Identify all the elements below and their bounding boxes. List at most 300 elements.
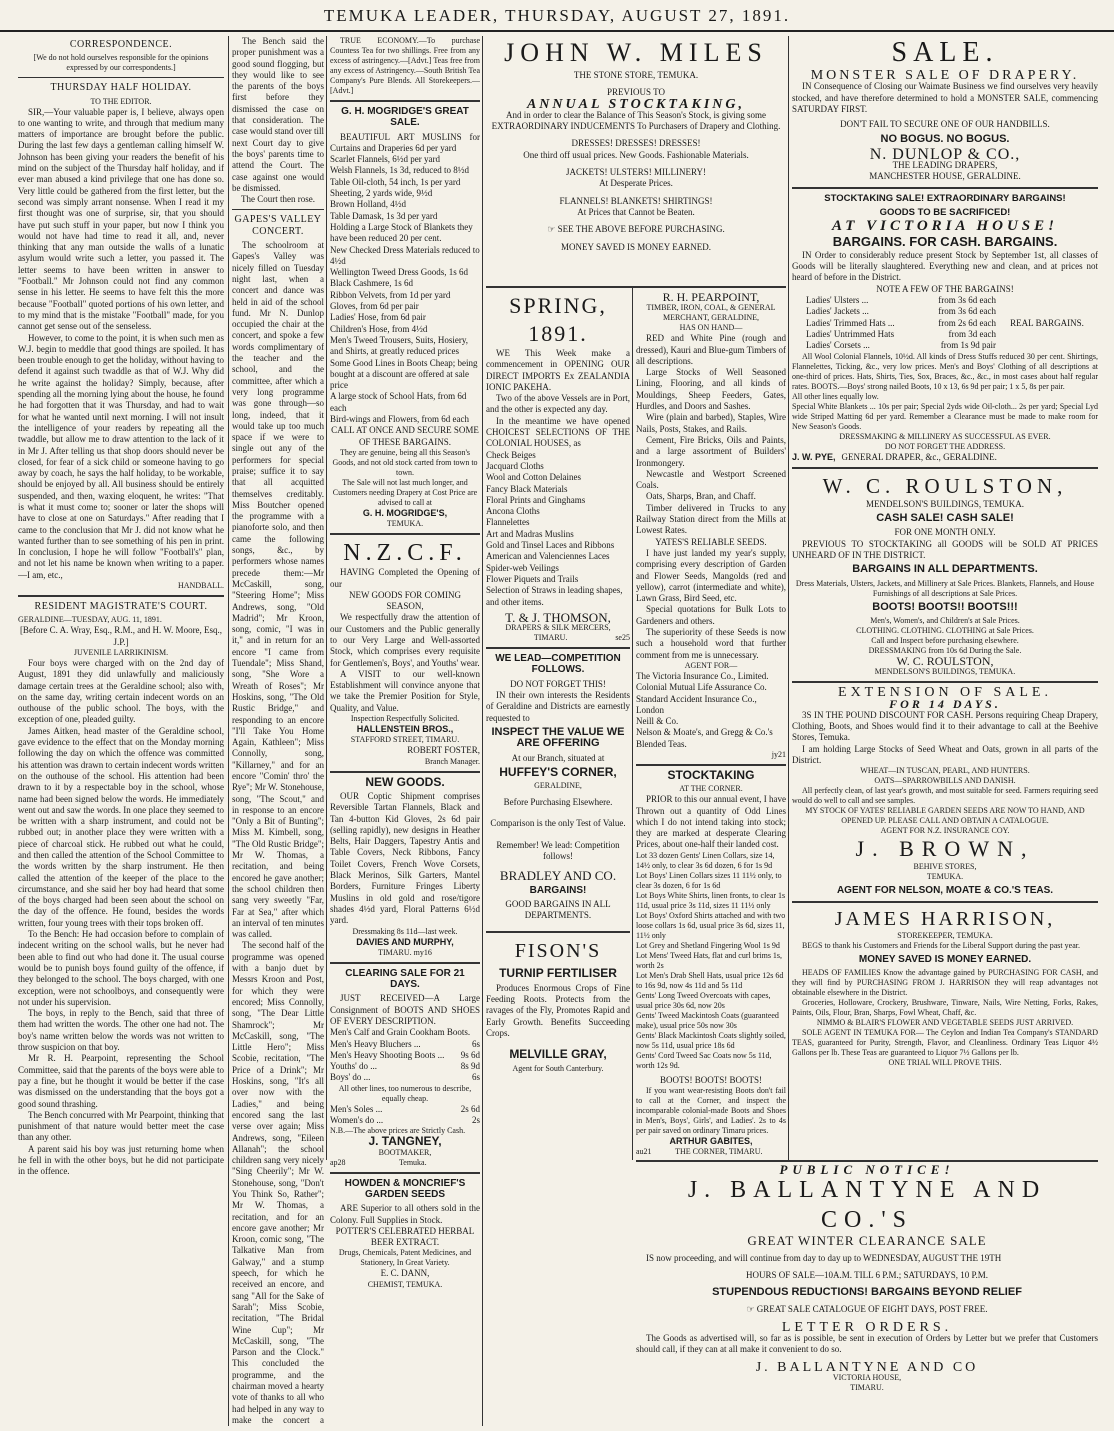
miles-dresses: DRESSES! DRESSES! DRESSES! — [571, 138, 701, 149]
roulston-month: FOR ONE MONTH ONLY. — [894, 527, 996, 538]
column-rule — [482, 36, 483, 1426]
harrison-p6: ONE TRIAL WILL PROVE THIS. — [888, 1057, 1002, 1067]
ballantyne-advert — [636, 1164, 1098, 1424]
miles-see-text: SEE THE ABOVE BEFORE PURCHASING. — [557, 224, 725, 235]
extension-sub: FOR 14 DAYS. — [889, 696, 1001, 711]
yates-heading: YATES'S RELIABLE SEEDS. — [655, 536, 767, 547]
harrison-p4: NIMMO & BLAIR'S FLOWER AND VEGETABLE SEEDS JUST ARRIVED. — [816, 1017, 1074, 1027]
ballantyne-name2: J. BALLANTYNE AND CO — [755, 1359, 979, 1375]
price-row — [330, 1050, 480, 1061]
roulston-p1: PREVIOUS TO STOCKTAKING all GOODS will be SOLD AT PRICES UNHEARD OF IN THE DISTRICT. — [792, 538, 1098, 561]
clearing-sale-list — [330, 1027, 480, 1083]
miles-sub: THE STONE STORE, TEMUKA. — [573, 70, 699, 80]
vh-real: REAL BARGAINS. — [1010, 317, 1084, 328]
vh-list-wrap — [792, 295, 1098, 351]
sole-label: Women's do ... — [330, 1115, 384, 1126]
roulston-cash: CASH SALE! CASH SALE! — [876, 512, 1014, 525]
price-label: Ladies' Untrimmed Hats — [806, 328, 895, 339]
list-item: Lot Mens' Tweed Hats, flat and curl brims 1s, worth 2s — [636, 950, 783, 970]
harrison-p1: BEGS to thank his Customers and Friends for the Liberal Support during the past year. — [802, 940, 1080, 950]
list-item: Gloves, from 6d per pair — [330, 301, 419, 312]
column-advertisements-2 — [486, 292, 630, 1160]
list-item: Wellington Tweed Dress Goods, 1s 6d — [330, 267, 468, 278]
roulston-clothing: CLOTHING. CLOTHING. CLOTHING at Sale Prices. — [856, 625, 1034, 635]
divider — [486, 286, 786, 288]
gabites-code: au21 — [636, 1147, 652, 1157]
pointing-hand-icon: ☞ — [547, 224, 558, 235]
price-row — [330, 1061, 480, 1072]
miles-p1: And in order to clear the Balance of This Season's Stock, is giving some EXTRAORDINARY INDUCEMENTS To Purchasers of Drapery and Clothing. — [491, 109, 781, 132]
stocktaking-boots: BOOTS! BOOTS! BOOTS! — [659, 1074, 762, 1085]
stocktaking-sub: AT THE CORNER. — [679, 784, 743, 794]
roulston-name: W. C. ROULSTON, — [822, 473, 1068, 498]
huffey-test: Comparison is the only Test of Value. — [490, 818, 626, 829]
price-row — [806, 295, 996, 306]
list-item: Men's Tweed Trousers, Suits, Hosiery, and Shirts, at greatly reduced prices — [330, 334, 468, 357]
list-item: Ancona Cloths — [486, 506, 540, 517]
roulston-sub: MENDELSON'S BUILDINGS, TEMUKA. — [866, 498, 1024, 509]
sale-title: SALE. — [891, 37, 999, 68]
dunlop-name: N. DUNLOP & CO., — [869, 145, 1021, 163]
price-label: Boys' do ... — [330, 1072, 371, 1083]
miles-see — [486, 224, 786, 235]
new-goods-p1: OUR Coptic Shipment comprises Reversible Tartan Flannels, Black and Tan 4-button Kid Gloves, 2s 6d pair (selling rapidly), new designs in Heather Belts, Hair Daggers, Tapestry Antis and Table Covers, Neck Ribbons, Fancy Toilet Covers, French Wove Corsets, Black Merinos, Silk Garters, Mantel Borders, Furniture Fringes Liberty Muslins in old gold and rose/tigore shades 4½d yard, Floral Patterns 6½d yard. — [330, 790, 480, 926]
price-row — [330, 1039, 480, 1050]
sale-dont: DON'T FAIL TO SECURE ONE OF OUR HANDBILLS. — [840, 119, 1050, 130]
list-item: Welsh Flannels, 1s 3d, reduced to 8½d — [330, 165, 470, 176]
gabites-name: ARTHUR GABITES, — [669, 1136, 753, 1147]
pearpoint-name: R. H. PEARPOINT, — [662, 292, 760, 304]
nzcf-p2: NEW GOODS FOR COMING SEASON, — [348, 589, 462, 612]
paragraph: Wire (plain and barbed), Staples, Wire Nails, Posts, Stakes, and Rails. — [636, 412, 786, 434]
howden-title: HOWDEN & MONCRIEF'S GARDEN SEEDS — [344, 1177, 466, 1200]
list-item: Gents' Tweed Mackintosh Coats (guaranteed make), usual price 50s now 30s — [636, 1010, 779, 1030]
list-item: Flannelettes — [486, 517, 530, 528]
paragraph: James Aitken, head master of the Geraldine school, gave evidence to the effect that on the Monday morning following the day on which the offence was committed his attention was drawn to certain indecent words written on the outhouse of the school. His attention had been drawn to it by a respectable boy in the school, whose name had been signed below the words. He immediately went out and saw the words. In one place they seemed to be written with a sharp instrument, and could not be rubbed out; in another place they were written with a piece of charcoal stick. He rubbed out what he could, and then called the attention of the School Committee to the words written by the sharp instrument. He then called the attention of the keeper of the place to the circumstance, and she said her boy had heard that some of the boys charged had been seen about the school on the day of the offence. He found, besides the words written, four young trees with their tops broken off. — [18, 725, 224, 928]
sole-row — [330, 1115, 480, 1126]
paragraph: Oats, Sharps, Bran, and Chaff. — [646, 491, 756, 502]
sole-label: Men's Soles ... — [330, 1103, 383, 1114]
court-before: [Before C. A. Wray, Esq., R.M., and H. W. Moore, Esq., J.P.] — [19, 625, 223, 647]
mogridge-title: G. H. MOGRIDGE'S GREAT SALE. — [341, 106, 469, 129]
sale-p1: IN Consequence of Closing our Waimate Business we find ourselves very heavily stocked, and have therefore determined to hold a MONSTER SALE, commencing SATURDAY FIRST. — [792, 81, 1098, 114]
column-rule — [326, 36, 327, 1160]
miles-advert — [486, 36, 786, 286]
roulston-name2: W. C. ROULSTON, — [896, 653, 994, 668]
roulston-p2: Dress Materials, Ulsters, Jackets, and Millinery at Sale Prices. Blankets, Flannels, and House Furnishings of all descriptions at Sale Prices. — [795, 578, 1095, 598]
price-row — [330, 1027, 480, 1038]
extension-p1: 3S IN THE POUND DISCOUNT FOR CASH. Persons requiring Cheap Drapery, Clothing, Boots, and Shoes would find it to their advantage to call at the Beehive Stores, Temuka. — [792, 709, 1098, 743]
paragraph: SIR,—Your valuable paper is, I believe, always open to one wanting to write, and through that medium many matters of importance are brought before the public. During the last few days a gentleman calling himself W. Johnson has been giving your readers the benefit of his mind on the subject of the Thursday half holiday, and if ever man abused a kind privilege that one has done so. Very little could be gathered from the first letter, but the second was simply arrant nonsense. When I read it my first thought was one of surprise, sir, that you should have put such stuff in your paper, but now I think you would not have had time to read it all, and, never thinking that any man outside the walls of a lunatic asylum would write such a letter, you passed it. The letter seems to have been written in answer to "Football." Mr Johnson could not find any common sense in his letter. He seems to have felt this the more because "Football" quoted portions of his own letter, and to my mind that is the mistake "Football" made, for you cannot get sense out of the senseless. — [18, 106, 224, 332]
list-item: Floral Prints and Ginghams — [486, 494, 586, 505]
price-row — [330, 1072, 480, 1083]
sole-price: 2s 6d — [460, 1103, 480, 1114]
bradley-name: BRADLEY AND CO. — [499, 868, 617, 884]
gabites-place: THE CORNER, TIMARU. — [675, 1147, 763, 1157]
list-item: Check Beiges — [486, 449, 536, 460]
spring-title: SPRING, 1891. — [509, 293, 607, 346]
price-row — [806, 329, 996, 340]
list-item: Lot Boys' Oxford Shirts attached and with two loose collars 1s 6d, usual price 3s 6d, sizes 11, 11½ only — [636, 910, 786, 940]
price-row — [806, 306, 996, 317]
extension-p3: WHEAT—IN TUSCAN, PEARL, AND HUNTERS. — [860, 766, 1030, 776]
mogridge-genuine: They are genuine, being all this Season's Goods, and not old stock carted from town to town. — [332, 447, 478, 477]
list-item: Nelson & Moate's, and Gregg & Co.'s Blended Teas. — [636, 727, 773, 749]
list-item: American and Valenciennes Laces — [486, 551, 610, 562]
masthead — [0, 0, 1114, 32]
price-label: Men's Heavy Shooting Boots ... — [330, 1049, 445, 1060]
list-item: Gents' Black Mackintosh Coats slightly soiled, now 5s 11d, usual price 18s 6d — [636, 1030, 786, 1050]
price-label: Youths' do ... — [330, 1061, 377, 1072]
masthead-title: TEMUKA LEADER, THURSDAY, AUGUST 27, 1891. — [323, 6, 791, 25]
huffey-before: Before Purchasing Elsewhere. — [503, 797, 613, 808]
column-news-text — [232, 36, 324, 1426]
list-item: Ladies' Hose, from 6d pair — [330, 312, 426, 323]
mogridge-call: CALL AT ONCE AND SECURE SOME OF THESE BARGAINS. — [331, 425, 479, 447]
tangney-role: BOOTMAKER, — [378, 1147, 432, 1157]
court-subheading: JUVENILE LARRIKINISM. — [73, 647, 169, 657]
agent-for: AGENT FOR— — [684, 660, 738, 670]
ballantyne-letter: LETTER ORDERS. — [781, 1319, 953, 1335]
list-item: Scarlet Flannels, 6½d per yard — [330, 154, 440, 165]
list-item: Standard Accident Insurance Co., London — [636, 693, 757, 715]
huffey-p1: IN their own interests the Residents of Geraldine and Districts are earnestly requested to — [486, 690, 630, 723]
court-date: GERALDINE—TUESDAY, AUG. 11, 1891. — [18, 615, 162, 625]
price-value: 6s — [471, 1038, 480, 1049]
mogridge-place: TEMUKA. — [386, 519, 424, 529]
ballantyne-catalogue-text: GREAT SALE CATALOGUE OF EIGHT DAYS, POST FREE. — [756, 1304, 988, 1315]
price-row — [806, 340, 996, 351]
list-item: The Victoria Insurance Co., Limited. — [636, 670, 769, 681]
pointing-hand-icon: ☞ — [746, 1304, 757, 1315]
paragraph: The second half of the programme was opened with a banjo duet by Messrs Kroon and Post, for which they were encored; Miss Connolly, song, "The Dear Little Shamrock"; Mr McCaskill, song, "The Little Hero"; Miss Scobie, recitation, "The Price of a Drink"; Mr Hoskins, song, "It's all over now with the Ladies," and being encored sang the last verse over again; Miss Andrews, song, "Eileen Allanah"; the school children sang very nicely "Sing Cheerily"; Mr W. Stonehouse, song, "Don't You Think So, Rather"; Mr W. Thomas, a recitation, and for an encore gave another; Mr Kroon, comic song, "The Talkative Man from Galway," and a stump speech, for which he received an encore, and sang "All for the Sake of Sarah"; Miss Scobie, recitation, "The Bridal Wine Cup"; Mr McCaskill, song, "The Parson and the Clock." This concluded the programme, and the chairman moved a hearty vote of thanks to all who had helped in any way to make the concert a — [232, 940, 324, 1425]
harrison-p3: Groceries, Holloware, Crockery, Brushware, Tinware, Nails, Wire Netting, Forks, Rakes, Paints, Oils, Flour, Bran, Sharps, Fowl Wheat, Chaff, &c. — [792, 997, 1098, 1017]
brown-name: J. BROWN, — [855, 836, 1035, 862]
paragraph: I have just landed my year's supply, comprising every description of Garden and Flower Seeds, Mangolds (red and yellow), carrot (intermediate and white), Lawn Grass, Bird Seed, etc. — [636, 547, 786, 604]
clearing-sale-title: CLEARING SALE FOR 21 DAYS. — [345, 967, 465, 991]
harrison-name: JAMES HARRISON, — [834, 907, 1056, 930]
list-item: Gents' Long Tweed Overcoats with capes, usual price 30s 6d, now 20s — [636, 990, 771, 1010]
tangney-place: Temuka. — [398, 1157, 427, 1167]
tea-ad: TRUE ECONOMY.—To purchase Countess Tea for two shillings. Free from any excess of astringency.—[Advt.] Teas free from any excess of Astringency.—South British Tea Company's Pure Blends. All Storekeepers.—[Advt.] — [330, 36, 480, 95]
list-item: Neill & Co. — [636, 716, 679, 727]
new-goods-code: my16 — [413, 947, 432, 957]
pye-role: GENERAL DRAPER, &c., GERALDINE. — [841, 451, 997, 462]
list-item: Holding a Large Stock of Blankets they have been reduced 20 per cent. — [330, 221, 473, 244]
spring-p1: WE This Week make a commencement in OPENING OUR DIRECT IMPORTS Ex ZEALANDIA IONIC PAKEHA. — [486, 348, 630, 392]
stocktaking-p2: If you want wear-resisting Boots don't fail to call at the Corner, and inspect the incomparable colonial-made Boots and Shoes in Men's, Boys', Girls', and Ladies'. 2s to 4s per pair saved on ordinary Timaru prices. — [636, 1086, 786, 1136]
list-item: Children's Hose, from 4½d — [330, 323, 428, 334]
miles-name: JOHN W. MILES — [504, 38, 768, 67]
huffey-remember: Remember! We lead: Competition follows! — [496, 839, 620, 861]
vh-p5: DRESSMAKING & MILLINERY AS SUCCESSFUL AS EVER. — [839, 431, 1051, 441]
roulston-p3: Men's, Women's, and Children's at Sale Prices. — [870, 615, 1020, 625]
list-item: Selection of Straws in leading shapes, and other items. — [486, 585, 623, 607]
brown-agent: AGENT FOR NELSON, MOATE & CO.'S TEAS. — [836, 885, 1054, 897]
vh-list — [792, 295, 996, 351]
mogridge-sale: The Sale will not last much longer, and Customers needing Drapery at Cost Price are advised to call at — [332, 477, 478, 507]
letter-signature: HANDBALL. — [178, 581, 224, 591]
letter-title: THURSDAY HALF HOLIDAY. — [50, 82, 192, 94]
spring-p2: Two of the above Vessels are in Port, and the other is expected any day. — [486, 393, 630, 415]
melville-name: MELVILLE GRAY, — [509, 1047, 607, 1062]
column-rule — [788, 36, 789, 1160]
paragraph: Cement, Fire Bricks, Oils and Paints, and a large assortment of Builders' Ironmongery. — [636, 434, 786, 468]
spring-list — [486, 450, 630, 608]
extension-p2: I am holding Large Stocks of Seed Wheat and Oats, grown in all parts of the District. — [792, 743, 1098, 765]
dann-name: E. C. DANN, — [380, 1268, 430, 1279]
vh-bargains: BARGAINS. FOR CASH. BARGAINS. — [832, 233, 1058, 249]
list-item: Lot Men's Drab Shell Hats, usual price 12s 6d to 16s 9d, now 4s 11d and 5s 11d — [636, 970, 784, 990]
court-rose: The Court then rose. — [241, 194, 315, 205]
spring-p3: In the meantime we have opened CHOICEST SELECTIONS OF THE COLONIAL HOUSES, as — [486, 415, 630, 449]
brown-sub: BEHIVE STORES, — [913, 862, 977, 872]
thomson-role: DRAPERS & SILK MERCERS, — [505, 623, 611, 633]
roulston-boots: BOOTS! BOOTS!! BOOTS!!! — [872, 600, 1018, 613]
divider — [636, 1160, 1098, 1162]
huffey-title: WE LEAD—COMPETITION FOLLOWS. — [495, 653, 621, 676]
extension-p5: All perfectly clean, of last year's growth, and most suitable for seed. Farmers requiring seed would do well to call and see samples. — [792, 786, 1098, 806]
huffey-place: GERALDINE, — [534, 781, 582, 791]
ballantyne-p1: IS now proceeding, and will continue from day to day up to WEDNESDAY, AUGUST THE 19TH — [646, 1252, 1002, 1263]
list-item: Sheeting, 2 yards wide, 9½d — [330, 188, 433, 199]
nzcf-role: Branch Manager. — [424, 756, 480, 766]
new-goods-name: DAVIES AND MURPHY, — [356, 936, 454, 947]
price-label: Ladies' Corsets ... — [806, 340, 870, 351]
stocktaking-list — [636, 851, 786, 1071]
clearing-sale-p1: JUST RECEIVED—A Large Consignment of BOOTS AND SHOES OF EVERY DESCRIPTION. — [330, 993, 480, 1026]
harrison-p2: HEADS OF FAMILIES Know the advantage gained by PURCHASING FOR CASH, and they will find by PURCHASING FROM J. HARRISON they will reap advantages not obtainable elsewhere in the District. — [792, 967, 1098, 997]
price-value: from 2s 6d each — [938, 317, 996, 328]
list-item: Lot Boys' Linen Collars sizes 11 11½ only, to clear 3s dozen, 6 for 1s 6d — [636, 870, 782, 890]
thomson-name: T. & J. THOMSON, — [505, 609, 611, 625]
ballantyne-catalogue — [636, 1304, 1098, 1315]
section-heading: CORRESPONDENCE. — [69, 39, 173, 50]
brown-place: TEMUKA. — [926, 872, 964, 882]
list-item: Table Oil-cloth, 54 inch, 1s per yard — [330, 176, 461, 187]
miles-jackets: JACKETS! ULSTERS! MILLINERY! — [566, 167, 706, 178]
paragraph: The schoolroom at Gapes's Valley was nicely filled on Tuesday night last, when a concert and dance was held in aid of the school fund. Mr N. Dunlop occupied the chair at the concert, and spoke a few words complimentary of the teacher and the school, and the committee, after which a very long programme was gone through—so long, indeed, that it would take up too much space if we were to single out any of the performers for special praise; suffice it to say that all acquitted themselves creditably. Miss Boutcher opened the programme with a pianoforte solo, and then came the following songs, &c., by performers whose names precede them:—Mr McCaskill, song, "Steering Home"; Miss Andrews, song, "Old Madrid"; Mr Kroon, song, comic, "I was in it," and in return for an encore "I came from Tuendale"; Miss Shand, song, "She Wore a Wreath of Roses"; Mr Hoskins, song, "The Old Rustic Bridge," and responding to an encore "I'll Take You Home Again, Kathleen"; Miss Connolly, song, "Killarney," and for an encore "Comin' thro' the Rye"; Mr W. Stonehouse, song, "The Scout," and in response to an encore "Only a Bit of Bunting"; Miss M. Kimbell, song, "The Old Rustic Bridge"; Mr W. Thomas, a recitation, and being encored he gave another; the school children then sang very sweetly "Far, Far at Sea," after which an interval of ten minutes was called. — [232, 240, 324, 940]
nzcf-name: HALLENSTEIN BROS., — [356, 724, 454, 735]
howden-p3: Drugs, Chemicals, Patent Medicines, and Stationery, In Great Variety. — [338, 1248, 472, 1268]
fison-p1: Produces Enormous Crops of Fine Feeding Roots. Protects from the ravages of the Fly, Promotes Rapid and Early Growth. Benefits Succeeding Crops. — [486, 982, 630, 1038]
paragraph: A parent said his boy was just returning home when he fell in with the other boys, but he did not participate in the offence. — [18, 1143, 224, 1177]
tangney-place-row — [330, 1158, 480, 1168]
price-label: Ladies' Ulsters ... — [806, 295, 869, 306]
list-item: Ribbon Velvets, from 1d per yard — [330, 289, 451, 300]
fison-title: FISON'S — [514, 940, 602, 963]
vh-p4: Special White Blankets ... 10s per pair; Special 2yds wide Oil-cloth... 2s per yard; Special Lyd wide Striped Matting 6d per yard. Remember a Clearance must be made to make room for New Season's Goods. — [792, 401, 1098, 431]
thomson-place: TIMARU. — [533, 633, 568, 643]
mogridge-intro: BEAUTIFUL ART MUSLINS for Curtains and Draperies 6d per yard — [330, 131, 480, 153]
column-advertisements-3 — [636, 292, 786, 1160]
nzcf-manager: ROBERT FOSTER, — [407, 745, 480, 756]
list-item: Wool and Cotton Delaines — [486, 472, 582, 483]
fison-sub: TURNIP FERTILISER — [499, 966, 617, 981]
pye-name: J. W. PYE, — [792, 451, 836, 462]
gabites-place-row — [636, 1147, 786, 1157]
miles-dresses-sub: One third off usual prices. New Goods. Fashionable Materials. — [523, 149, 749, 160]
price-value: 8s 9d — [460, 1061, 480, 1072]
column-advertisements-1 — [330, 36, 480, 1426]
concert-title: GAPES'S VALLEY CONCERT. — [234, 214, 322, 237]
paragraph: Mr R. H. Pearpoint, representing the School Committee, said that the parents of the boys were able to pay a fine, but he thought it would be better if the case was dismissed on the understanding that the boys got a good sound thrashing. — [18, 1053, 224, 1109]
new-goods-title: NEW GOODS. — [365, 774, 445, 789]
column-rule — [632, 286, 633, 1160]
price-value: from 3s 6d each — [938, 295, 996, 306]
price-label: Men's Calf and Grain Cookham Boots. — [330, 1027, 471, 1038]
paragraph: Large Stocks of Well Seasoned Lining, Flooring, and all kinds of Mouldings, Sheep Feeders, Gates, Hurdles, and Doors and Sashes. — [636, 367, 786, 412]
paragraph: Timber delivered in Trucks to any Railway Station direct from the Mills at Lowest Rates. — [636, 502, 786, 536]
sole-row — [330, 1104, 480, 1115]
column-correspondence — [18, 36, 224, 1426]
miles-jackets-sub: At Desperate Prices. — [599, 178, 673, 189]
price-label: Ladies' Jackets ... — [806, 306, 869, 317]
huffey-branch: At our Branch, situated at — [511, 752, 605, 763]
mogridge-name: G. H. MOGRIDGE'S, — [362, 507, 448, 518]
nzcf-p5: Inspection Respectfully Solicited. — [350, 714, 460, 724]
roulston-p4: Call and Inspect before purchasing elsewhere. — [871, 635, 1019, 645]
howden-p1: ARE Superior to all others sold in the Colony. Full Supplies in Stock. — [330, 1203, 480, 1225]
sale-sub: MONSTER SALE OF DRAPERY. — [810, 68, 1080, 83]
ballantyne-house: VICTORIA HOUSE, — [832, 1372, 902, 1382]
vh-p3: All other lines equally low. — [792, 391, 879, 401]
vh-p1: IN Order to considerably reduce present Stock by September 1st, all classes of Goods will be literally slaughtered. Everything new and clean, and at prices not heard of before in the District. — [792, 249, 1098, 283]
sale-bogus: NO BOGUS. NO BOGUS. — [880, 133, 1010, 146]
extension-p4: OATS—SPARROWBILLS AND DANISH. — [874, 776, 1016, 786]
list-item: Table Damask, 1s 3d per yard — [330, 210, 438, 221]
roulston-sub2: MENDELSON'S BUILDINGS, TEMUKA. — [874, 667, 1016, 677]
disclaimer: [We do not hold ourselves responsible for the opinions expressed by our correspondents.] — [33, 53, 209, 73]
stocktaking-title: STOCKTAKING — [667, 767, 755, 782]
harrison-role: STOREKEEPER, TEMUKA. — [897, 930, 993, 940]
sole-price: 2s — [471, 1115, 480, 1126]
list-item: Lot 33 dozen Gents' Linen Collars, size 14, 14½ only, to clear 3s 6d dozen, 6 for 1s 9d — [636, 850, 775, 870]
ballantyne-stupendous: STUPENDOUS REDUCTIONS! BARGAINS BEYOND RELIEF — [712, 1286, 1022, 1299]
price-value: from 1s 9d pair — [940, 340, 996, 351]
harrison-p5: SOLE AGENT IN TEMUKA FOR— The Ceylon and Indian Tea Company's STANDARD TEAS, guaranteed for Purity, Strength, Flavor, and Cleanliness. Ordinary Teas Liquor 4½ Gallons per lb. These Teas are guaranteed to Liquor 7½ Gallons per lb. — [792, 1027, 1098, 1057]
bradley-good: GOOD BARGAINS IN ALL DEPARTMENTS. — [505, 898, 611, 921]
ballantyne-sale: GREAT WINTER CLEARANCE SALE — [747, 1233, 987, 1249]
pearpoint-has: HAS ON HAND— — [679, 323, 743, 333]
dunlop-role: THE LEADING DRAPERS, — [892, 160, 998, 171]
price-value: from 3d each — [948, 328, 996, 339]
mogridge-list — [330, 154, 480, 425]
melville-agent: Agent for South Canterbury. — [512, 1063, 604, 1073]
dunlop-place: MANCHESTER HOUSE, GERALDINE. — [869, 171, 1021, 182]
thomson-code: se25 — [615, 633, 630, 643]
price-value: 9s 6d — [460, 1049, 480, 1060]
vh-head: STOCKTAKING SALE! EXTRAORDINARY BARGAINS! — [824, 192, 1066, 204]
paragraph: RED and White Pine (rough and dressed), Kauri and Blue-gum Timbers of all descriptions. — [636, 333, 786, 366]
huffey-corner: HUFFEY'S CORNER, — [499, 764, 617, 779]
price-label: Men's Heavy Bluchers ... — [330, 1038, 421, 1049]
price-value: 6s — [471, 1072, 480, 1083]
extension-title: EXTENSION OF SALE. — [838, 685, 1052, 701]
nzcf-title: N.Z.C.F. — [343, 540, 467, 567]
miles-annual: ANNUAL STOCKTAKING, — [526, 96, 746, 112]
nzcf-p4: A VISIT to our well-known Establishment will convince anyone that we take the Premier Position for Style, Quality, and Value. — [330, 668, 480, 713]
tangney-name: J. TANGNEY, — [368, 1134, 442, 1149]
vh-note: NOTE A FEW OF THE BARGAINS! — [876, 283, 1014, 294]
list-item: Spider-web Veilings — [486, 562, 559, 573]
agencies-list — [636, 671, 786, 750]
paragraph: Newcastle and Westport Screened Coals. — [636, 468, 786, 491]
thomson-place-row — [486, 633, 630, 643]
bradley-bargains: BARGAINS! — [529, 884, 587, 896]
miles-flannels-sub: At Prices that Cannot be Beaten. — [577, 206, 695, 217]
clearing-sale-other: All other lines, too numerous to describe, equally cheap. — [338, 1083, 472, 1103]
list-item: Fancy Black Materials — [486, 483, 568, 494]
to-editor: TO THE EDITOR. — [90, 96, 152, 106]
huffey-inspect: INSPECT THE VALUE WE ARE OFFERING — [491, 725, 625, 750]
list-item: A large stock of School Hats, from 6d each — [330, 391, 467, 413]
paragraph: Four boys were charged with on the 2nd day of August, 1891 they did unlawfully and maliciously damage certain trees at the Geraldine school; also with, on the same day, writing certain indecent words on an outhouse of the public school. The boys, with the exception of one, pleaded guilty. — [18, 657, 224, 725]
list-item: Gents' Cord Tweed Sac Coats now 5s 11d, worth 12s 9d. — [636, 1050, 772, 1070]
ballantyne-name: J. BALLANTYNE AND CO.'S — [687, 1177, 1047, 1234]
paragraph: The superiority of these Seeds is now such a household word that further comment from me is unnecessary. — [636, 627, 786, 660]
paragraph: However, to come to the point, it is when such men as W.J. begin to meddle that good things are spoiled. It has been trouble enough to get the holiday, without having to defend it against such twaddle as that of W.J. Why did he write against the holiday? Simply, because, after spending all the morning lying about the house, he found he had forgotten that it was Thursday, and had to wait for what he wanted until next morning. I will not insult the intelligence of your readers by repeating all the twaddle, but allow me to draw attention to the lack of it in Mr J. After telling us that shop doors should never be closed, for fear of a sick child or someone having to go away by coach, he says the half holiday, to be workable, should be enjoyed by all. All business should be entirely suspended, and then, waxing eloquent, he writes: "That is what it must come to; sooner or later the shops will have to close at one on Saturdays." After reading that I came to the conclusion that Mr J. did not know what he wanted further than to see something of his pen in print. In conclusion, I hope he will follow "Football's" plan, and not let his name be known when writing to a paper.—I am, etc., — [18, 332, 224, 580]
paragraph: The Bench said the proper punishment was a good sound flogging, but they would like to see the parents of the boys first before they dismissed the case on that consideration. The case would stand over till next Court day to give the boys' parents time to attend the Court. The case against one would be dismissed. — [232, 36, 324, 193]
roulston-depts: BARGAINS IN ALL DEPARTMENTS. — [852, 563, 1038, 576]
price-row — [806, 318, 996, 329]
ballantyne-hours: HOURS OF SALE—10A.M. TILL 6 P.M.; SATURDAYS, 10 P.M. — [746, 1269, 988, 1280]
ballantyne-place: TIMARU. — [850, 1382, 884, 1392]
pearpoint-code: jy21 — [771, 749, 786, 759]
roulston-p5: DRESSMAKING from 10s 6d During the Sale. — [868, 645, 1022, 655]
column-rule — [228, 36, 229, 1426]
list-item: Black Cashmere, 1s 6d — [330, 278, 413, 289]
ballantyne-p2: The Goods as advertised will, so far as is possible, be sent in execution of Orders by Letter but we prefer that Customers should call, if they can at all make it convenient to do so. — [636, 1333, 1098, 1355]
miles-flannels: FLANNELS! BLANKETS! SHIRTINGS! — [559, 195, 713, 206]
list-item: Lot Boys White Shirts, linen fronts, to clear 1s 11d, usual price 3s 11d, sizes 11 11½ only — [636, 890, 786, 910]
price-value: from 3s 6d each — [938, 306, 996, 317]
stocktaking-p1: PRIOR to this our annual event, I have Thrown out a quantity of Odd Lines which I do not intend taking into stock; they are marked at desperate Clearing Prices, about one-half their landed cost. — [636, 794, 786, 850]
pye-row — [792, 452, 1098, 463]
list-item: New Checked Dress Materials reduced to 4½d — [330, 244, 480, 266]
list-item: Gold and Tinsel Laces and Ribbons — [486, 540, 615, 551]
public-notice: PUBLIC NOTICE! — [779, 1164, 955, 1177]
tangney-code: ap28 — [330, 1157, 346, 1167]
paragraph: The boys, in reply to the Bench, said that three of them had written the words. The other one had not. The boy's name written below the words was not written to throw suspicion on that boy. — [18, 1008, 224, 1053]
list-item: Jacquard Cloths — [486, 460, 544, 471]
dann-role: CHEMIST, TEMUKA. — [367, 1279, 443, 1289]
list-item: Colonial Mutual Life Assurance Co. — [636, 682, 767, 693]
list-item: Brown Holland, 4½d — [330, 199, 406, 210]
list-item: Lot Grey and Shetland Fingering Wool 1s 9d — [636, 940, 780, 950]
vh-head2: GOODS TO BE SACRIFICED! — [879, 206, 1011, 218]
paragraph: The Bench concurred with Mr Pearpoint, thinking that punishment of that nature would better meet the case than any other. — [18, 1109, 224, 1143]
column-advertisements-4 — [792, 36, 1098, 1160]
court-title: RESIDENT MAGISTRATE'S COURT. — [34, 601, 208, 613]
vh-p2: All Wool Colonial Flannels, 10½d. All kinds of Dress Stuffs reduced 30 per cent. Shirtings, Flannelettes, Ticking, &c., very low prices. Men's and Boys' Clothing of all descriptions at one-third of prices. Hats, Shirts, Ties, Sox, Braces, &c., &c., in most cases about half regular rates. BOOTS.—Boys' strong nailed Boots, 10 x 13, 6s 9d per pair; 1 x 5, 8s per pair. — [792, 351, 1098, 391]
paragraph: To the Bench: He had occasion before to complain of indecent writing on the school walls, but he never had been able to find out who had done it. The usual course would be to punish boys found guilty of the offence, if they belonged to the school. The boys charged, with one exception, were not schoolboys, and consequently were not under his supervision. — [18, 929, 224, 1007]
price-label: Ladies' Trimmed Hats ... — [806, 317, 895, 328]
nzcf-p1: HAVING Completed the Opening of our — [330, 567, 480, 589]
nzcf-street: STAFFORD STREET, TIMARU. — [350, 735, 460, 745]
huffey-sub: DO NOT FORGET THIS! — [510, 678, 606, 689]
paragraph: Special quotations for Bulk Lots to Gardeners and others. — [636, 604, 786, 626]
list-item: Art and Madras Muslins — [486, 528, 574, 539]
miles-previous: PREVIOUS TO — [607, 87, 665, 98]
extension-p6: MY STOCK OF YATES' RELIABLE GARDEN SEEDS ARE NOW TO HAND, AND OPENED UP. PLEASE CALL AND OBTAIN A CATALOGUE. — [805, 806, 1085, 826]
extension-agent: AGENT FOR N.Z. INSURANCE COY. — [880, 826, 1010, 836]
pearpoint-sub: TIMBER, IRON, COAL, & GENERAL MERCHANT, GERALDINE, — [646, 303, 776, 323]
clearing-sale-note: N.B.—The above prices are Strictly Cash. — [330, 1126, 466, 1136]
new-goods-place-text: TIMARU. — [378, 947, 412, 957]
harrison-money: MONEY SAVED IS MONEY EARNED. — [858, 953, 1032, 965]
howden-p2: POTTER'S CELEBRATED HERBAL BEER EXTRACT. — [335, 1225, 475, 1248]
